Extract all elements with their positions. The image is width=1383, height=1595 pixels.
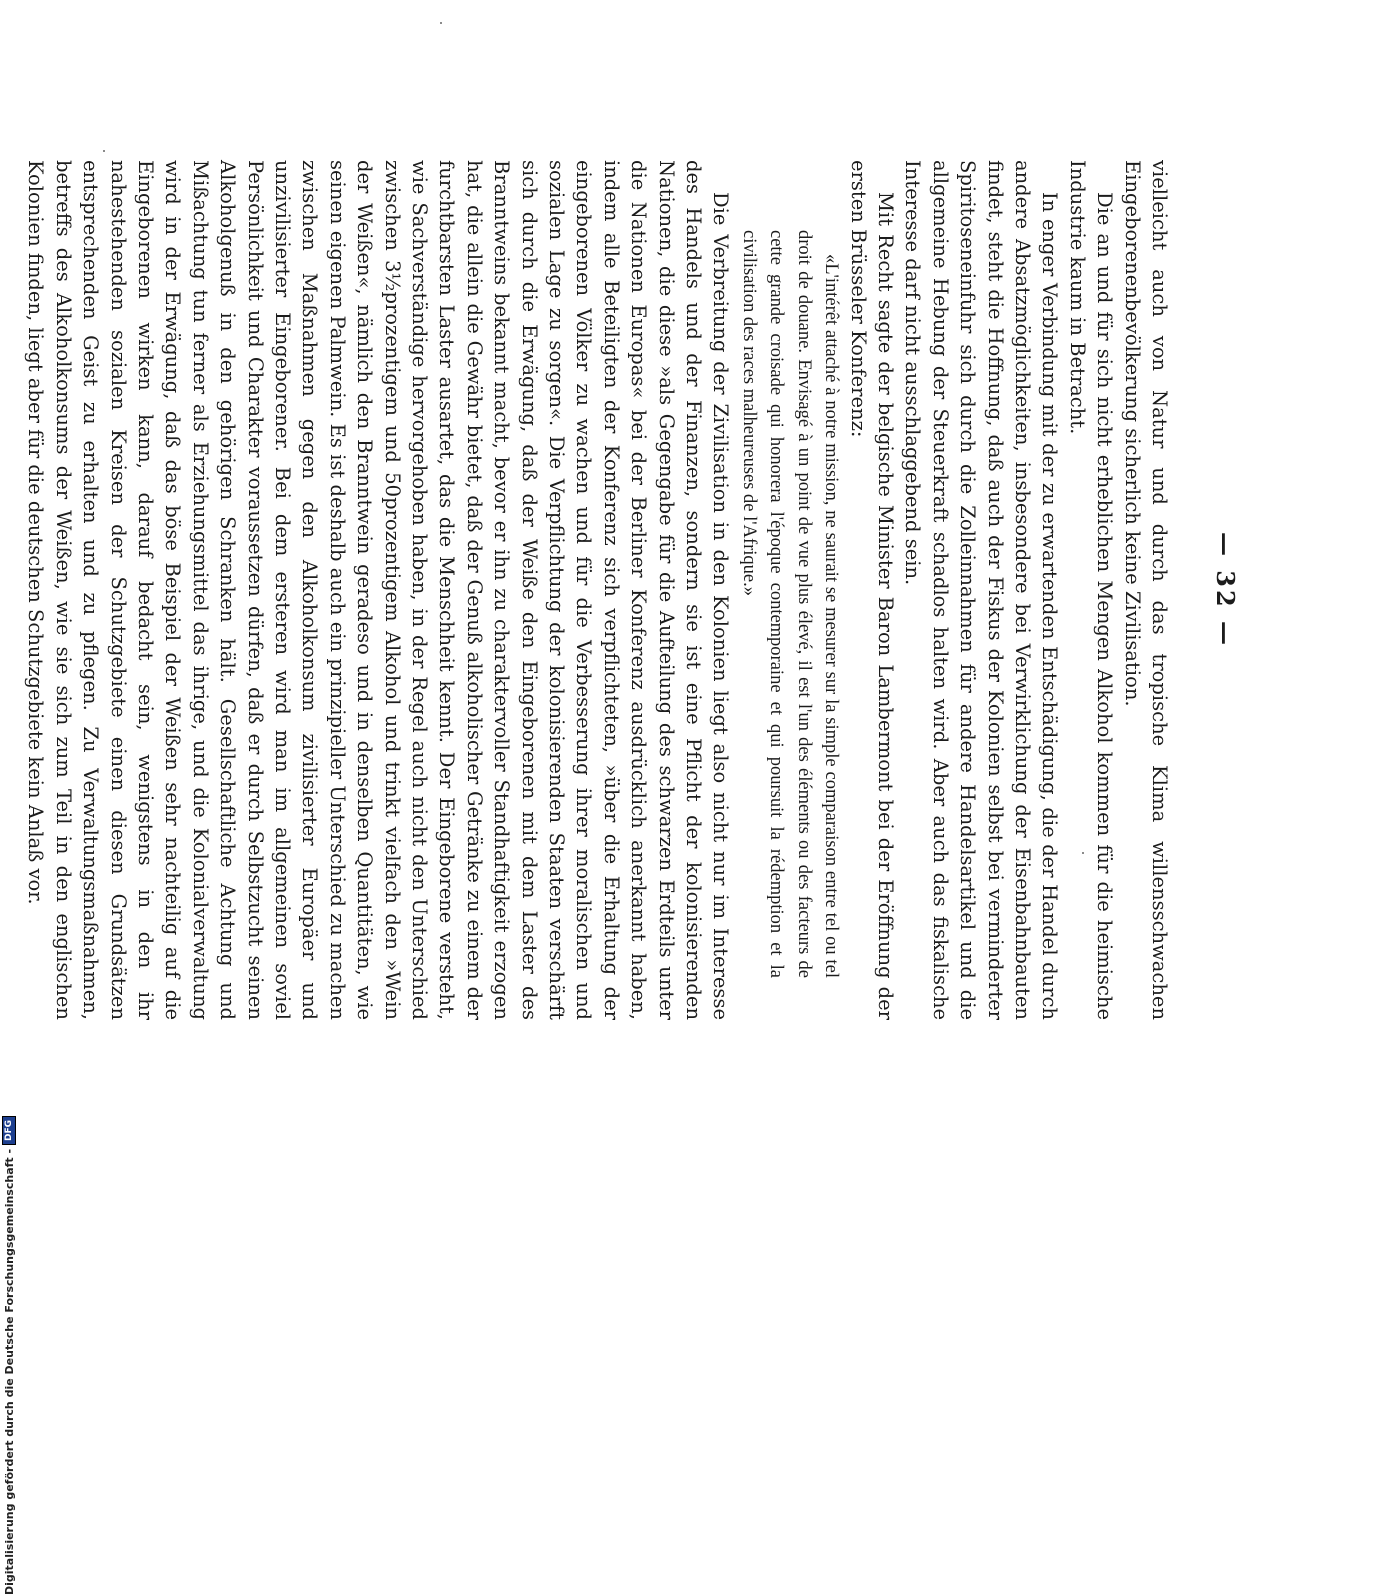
rotated-page-content: [24, 160, 1240, 1020]
paragraph-3: In enger Verbindung mit der zu erwartenden Entschädigung, die der Handel durch andere Absatzmöglichkeiten, insbesondere bei Verwirklichung der Eisenbahnbauten findet, steht die Hoffnung, daß auch der Fiskus der Kolonien selbst bei verminderter Spiritoseneinfuhr sich durch die Zolleinnahmen für andere Handelsartikel und die allgemeine Hebung der Steuerkraft schadlos halten wird. Aber auch das fiskalische Interesse darf nicht ausschlaggebend sein.: [901, 160, 1062, 1020]
paragraph-1: vielleicht auch von Natur und durch das tropische Klima willensschwachen Eingeborenenbevölkerung sicherlich keine Zivilisation.: [1120, 160, 1171, 1020]
body-text: [22, 160, 1173, 1020]
french-quote: «L'intérêt attaché à notre mission, ne saurait se mesurer sur la simple comparaison entre tel ou tel droit de douane. Envisagé à un point de vue plus élevé, il est l'un des éléments ou des facteurs de cette grande croisade qui honorera l'époque contemporaine et qui poursuit la rédemption et la civilisation des races malheureuses de l'Afrique.»: [738, 230, 842, 978]
page-number: — 32 —: [1211, 531, 1240, 649]
scan-speck: [103, 150, 105, 152]
scan-speck: [1082, 852, 1084, 854]
footer-text: Digitalisierung gefördert durch die Deutsche Forschungsgemeinschaft -: [2, 1148, 16, 1595]
paragraph-5: Die Verbreitung der Zivilisation in den Kolonien liegt also nicht nur im Interesse des Handels und der Finanzen, sondern sie ist eine Pflicht der kolonisierenden Nationen, die diese »als Gegengabe für die Aufteilung des schwarzen Erdteils unter die Nationen Europas« bei der Berliner Konferenz ausdrücklich anerkannt haben, indem alle Beteiligten der Konferenz sich verpflichteten, »über die Erhaltung der eingeborenen Völker zu wachen und für die Verbesserung ihrer moralischen und sozialen Lage zu sorgen«. Die Verpflichtung der kolonisierenden Staaten verschärft sich durch die Erwägung, daß der Weiße den Eingeborenen mit dem Laster des Branntweins bekannt macht, bevor er ihn zu charaktervoller Standhaftigkeit erzogen hat, die allein die Gewähr bietet, daß der Genuß alkoholischer Getränke zu einem der furchtbarsten Laster ausartet, das die Menschheit kennt. Der Eingeborene versteht, wie Sachverständige hervorgehoben haben, in der Regel auch nicht den Unterschied zwischen 3½prozentigem und 50prozentigem Alkohol und trinkt vielfach den »Wein der Weißen«, nämlich den Branntwein geradeso und in denselben Quantitäten, wie seinen eigenen Palmwein. Es ist deshalb auch ein prinzipieller Unterschied zu machen zwischen Maßnahmen gegen den Alkoholkonsum zivilisierter Europäer und unzivilisierter Eingeborener. Bei dem ersteren wird man im allgemeinen soviel Persönlichkeit und Charakter voraussetzen dürfen, daß er durch Selbstzucht seinen Alkoholgenuß in den gehörigen Schranken hält. Gesellschaftliche Achtung und Mißachtung tun ferner als Erziehungsmittel das ihrige, und die Kolonialverwaltung wird in der Erwägung, daß das böse Beispiel der Weißen sehr nachteilig auf die Eingeborenen wirken kann, darauf bedacht sein, wenigstens in den ihr nahestehenden sozialen Kreisen der Schutzgebiete einen diesen Grundsätzen entsprechenden Geist zu erhalten und zu pflegen. Zu Verwaltungsmaßnahmen, betreffs des Alkoholkonsums der Weißen, wie sie sich zum Teil in den englischen Kolonien finden, liegt aber für die deutschen Schutzgebiete kein Anlaß vor.: [24, 160, 733, 1020]
dfg-footer: [1, 1119, 17, 1595]
scan-speck: [440, 22, 442, 24]
paragraph-4: Mit Recht sagte der belgische Minister Baron Lambermont bei der Eröffnung der ersten Brüsseler Konferenz:: [846, 160, 897, 1020]
paragraph-2: Die an und für sich nicht erheblichen Mengen Alkohol kommen für die heimische Industrie kaum in Betracht.: [1065, 160, 1117, 1020]
dfg-logo: DFG: [2, 1116, 16, 1145]
